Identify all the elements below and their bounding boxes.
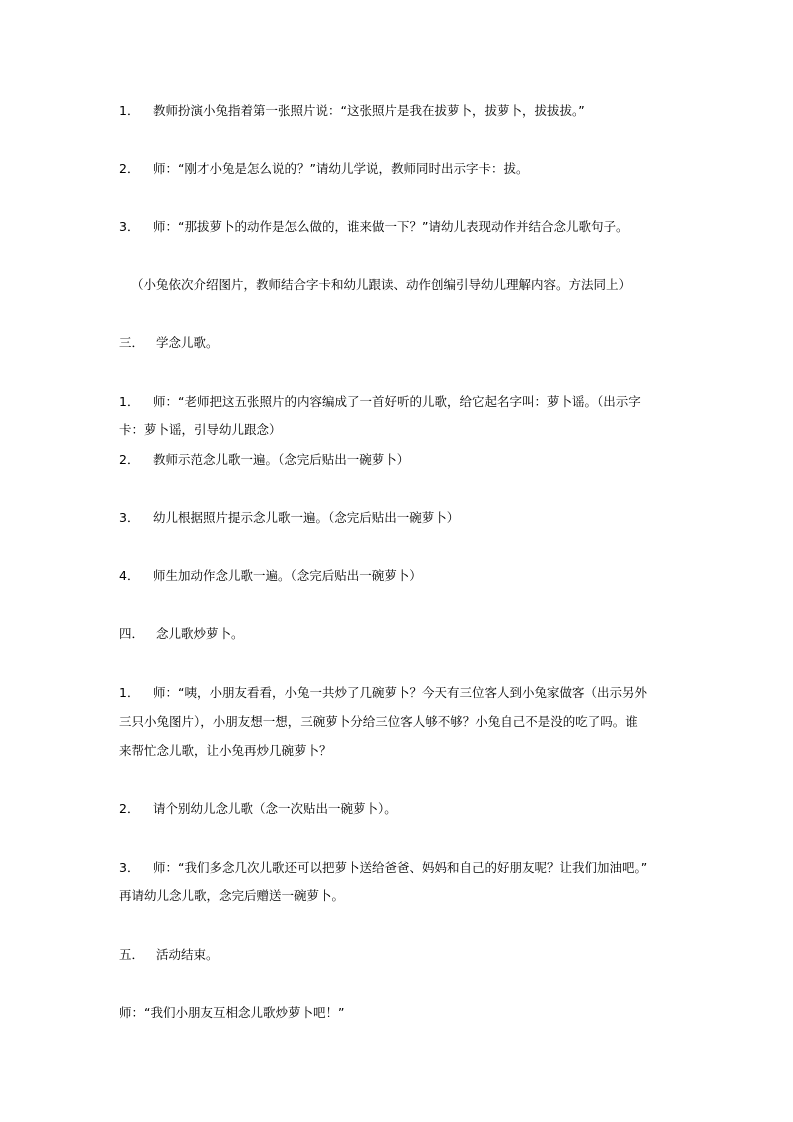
item-text: 再请幼儿念儿歌，念完后赠送一碗萝卜。: [119, 888, 345, 903]
item-text: 师：“我们多念几次儿歌还可以把萝卜送给爸爸、妈妈和自己的好朋友呢？让我们加油吧。”: [153, 860, 648, 875]
item-text: 师：“刚才小兔是怎么说的？”请幼儿学说，教师同时出示字卡：拔。: [153, 161, 529, 176]
item-text: 幼儿根据照片提示念儿歌一遍。（念完后贴出一碗萝卜）: [153, 510, 460, 525]
step-1-teacher-role: [119, 103, 585, 119]
item-text: （小兔依次介绍图片，教师结合字卡和幼儿跟读、动作创编引导幼儿理解内容。方法同上）: [131, 277, 632, 292]
section-4-heading: [119, 626, 244, 642]
item-text: 卡：萝卜谣，引导幼儿跟念）: [119, 422, 282, 437]
section-number: 五．: [119, 947, 145, 962]
section-4-step-3: [119, 860, 647, 876]
item-number: 3．: [119, 860, 140, 875]
section-number: 三．: [119, 335, 145, 350]
section-4-step-1: [119, 685, 647, 701]
item-text: 师：“咦，小朋友看看，小兔一共炒了几碗萝卜？今天有三位客人到小兔家做客（出示另外: [153, 685, 647, 700]
section-3-step-1-cont: [119, 422, 282, 438]
item-text: 三只小兔图片），小朋友想一想，三碗萝卜分给三位客人够不够？小兔自己不是没的吃了吗。谁: [119, 714, 638, 729]
item-number: 2．: [119, 452, 140, 467]
section-3-step-3: [119, 510, 459, 526]
item-number: 1．: [119, 685, 140, 700]
item-number: 1．: [119, 394, 140, 409]
item-text: 师：“我们小朋友互相念儿歌炒萝卜吧！”: [119, 1005, 345, 1020]
item-number: 3．: [119, 219, 140, 234]
closing-line: [119, 1005, 344, 1021]
method-note: [131, 277, 631, 293]
section-title: 活动结束。: [156, 947, 219, 962]
section-3-step-1: [119, 394, 641, 410]
section-3-step-2: [119, 452, 409, 468]
section-number: 四．: [119, 626, 145, 641]
section-3-step-4: [119, 568, 422, 584]
section-4-step-1-cont: [119, 714, 638, 730]
item-number: 3．: [119, 510, 140, 525]
item-text: 师生加动作念儿歌一遍。（念完后贴出一碗萝卜）: [153, 568, 422, 583]
step-3-action: [119, 219, 628, 235]
section-3-heading: [119, 335, 219, 351]
section-title: 念儿歌炒萝卜。: [156, 626, 244, 641]
section-5-heading: [119, 947, 219, 963]
item-text: 师：“老师把这五张照片的内容编成了一首好听的儿歌，给它起名字叫：萝卜谣。（出示字: [153, 394, 641, 409]
item-number: 2．: [119, 801, 140, 816]
item-text: 教师扮演小兔指着第一张照片说：“这张照片是我在拔萝卜，拔萝卜，拔拔拔。”: [153, 103, 585, 118]
step-2-ask: [119, 161, 528, 177]
section-4-step-1-cont2: [119, 743, 332, 759]
item-text: 来帮忙念儿歌，让小兔再炒几碗萝卜？: [119, 743, 332, 758]
section-title: 学念儿歌。: [156, 335, 219, 350]
section-4-step-3-cont: [119, 888, 344, 904]
item-text: 师：“那拔萝卜的动作是怎么做的，谁来做一下？”请幼儿表现动作并结合念儿歌句子。: [153, 219, 629, 234]
item-number: 1．: [119, 103, 140, 118]
item-text: 教师示范念儿歌一遍。（念完后贴出一碗萝卜）: [153, 452, 410, 467]
item-number: 4．: [119, 568, 140, 583]
item-text: 请个别幼儿念儿歌（念一次贴出一碗萝卜）。: [153, 801, 397, 816]
section-4-step-2: [119, 801, 397, 817]
item-number: 2．: [119, 161, 140, 176]
